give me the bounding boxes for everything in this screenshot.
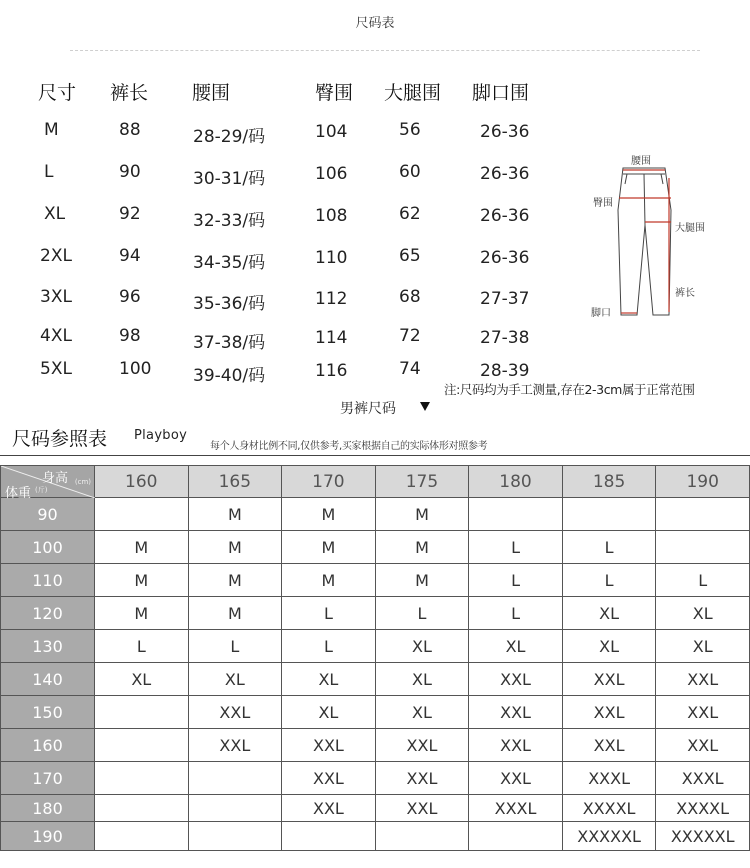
- size-recommendation-cell: [188, 762, 282, 795]
- size-recommendation-cell: XXXL: [562, 762, 656, 795]
- weight-label: 90: [1, 498, 95, 531]
- corner-height-unit: (cm): [74, 478, 91, 486]
- size-table-cell: 72: [399, 326, 421, 346]
- size-recommendation-cell: XXL: [562, 663, 656, 696]
- size-recommendation-cell: M: [375, 498, 469, 531]
- size-table-header: 臀围: [315, 82, 354, 104]
- size-recommendation-cell: L: [95, 630, 189, 663]
- size-recommendation-cell: L: [469, 564, 563, 597]
- size-table-cell: 116: [315, 361, 348, 381]
- size-table-header: 腰围: [192, 82, 231, 104]
- size-recommendation-cell: [282, 822, 376, 851]
- size-recommendation-cell: XXL: [469, 762, 563, 795]
- size-table-header: 尺寸: [38, 82, 77, 104]
- grid-row: [1, 531, 750, 564]
- height-header: 180: [469, 466, 563, 498]
- size-label: 2XL: [40, 246, 72, 266]
- size-recommendation-cell: XXXL: [469, 795, 563, 822]
- size-table-cell: 88: [119, 120, 141, 140]
- size-table-cell: 28-39: [480, 361, 530, 381]
- corner-weight-label: 体重: [5, 486, 32, 501]
- size-table-cell: 112: [315, 289, 348, 309]
- size-recommendation-cell: XXXXXL: [562, 822, 656, 851]
- weight-label: 110: [1, 564, 95, 597]
- size-table-cell: 27-37: [480, 289, 530, 309]
- height-header: 175: [375, 466, 469, 498]
- corner-height-label: 身高: [41, 471, 68, 486]
- reference-title: 尺码参照表: [12, 428, 108, 450]
- size-recommendation-cell: XL: [282, 696, 376, 729]
- size-table-cell: 35-36/码: [193, 294, 266, 314]
- size-recommendation-cell: M: [188, 564, 282, 597]
- grid-row: [1, 663, 750, 696]
- size-table-cell: 62: [399, 204, 421, 224]
- size-recommendation-cell: M: [95, 597, 189, 630]
- size-recommendation-cell: M: [188, 498, 282, 531]
- weight-label: 170: [1, 762, 95, 795]
- size-recommendation-cell: XL: [562, 630, 656, 663]
- size-recommendation-cell: [469, 498, 563, 531]
- size-table-cell: 74: [399, 359, 421, 379]
- section-divider: [0, 455, 750, 456]
- page-title: 尺码表: [355, 16, 395, 31]
- size-recommendation-cell: XL: [95, 663, 189, 696]
- size-reference-grid: [0, 465, 750, 851]
- size-recommendation-cell: [656, 498, 750, 531]
- size-recommendation-cell: XL: [375, 630, 469, 663]
- grid-row: [1, 597, 750, 630]
- size-recommendation-cell: M: [375, 564, 469, 597]
- mens-pants-size-caption: 男裤尺码: [340, 401, 396, 417]
- height-header: 190: [656, 466, 750, 498]
- size-recommendation-cell: L: [562, 531, 656, 564]
- size-recommendation-cell: XL: [375, 696, 469, 729]
- size-recommendation-cell: L: [469, 531, 563, 564]
- weight-label: 120: [1, 597, 95, 630]
- size-recommendation-cell: XXL: [656, 729, 750, 762]
- size-recommendation-cell: XL: [656, 597, 750, 630]
- size-recommendation-cell: XXXXL: [562, 795, 656, 822]
- size-table-cell: 94: [119, 246, 141, 266]
- size-recommendation-cell: M: [375, 531, 469, 564]
- weight-label: 180: [1, 795, 95, 822]
- size-recommendation-cell: XXL: [469, 729, 563, 762]
- weight-label: 190: [1, 822, 95, 851]
- size-recommendation-cell: XL: [188, 663, 282, 696]
- size-recommendation-cell: XXL: [469, 696, 563, 729]
- hip-label: 臀围: [593, 198, 613, 209]
- size-recommendation-cell: M: [95, 531, 189, 564]
- size-recommendation-cell: XXL: [375, 729, 469, 762]
- size-table-header: 大腿围: [384, 82, 442, 104]
- size-recommendation-cell: [95, 795, 189, 822]
- size-recommendation-cell: XXXL: [656, 762, 750, 795]
- size-recommendation-cell: [469, 822, 563, 851]
- size-table-header: 裤长: [110, 82, 149, 104]
- brand-name: Playboy: [134, 428, 188, 443]
- size-table-cell: 100: [119, 359, 152, 379]
- weight-label: 140: [1, 663, 95, 696]
- size-recommendation-cell: L: [282, 630, 376, 663]
- size-label: 5XL: [40, 359, 72, 379]
- size-table-cell: 26-36: [480, 122, 530, 142]
- size-recommendation-cell: XXL: [656, 663, 750, 696]
- size-recommendation-cell: L: [469, 597, 563, 630]
- size-table-cell: 114: [315, 328, 348, 348]
- size-recommendation-cell: XXL: [188, 696, 282, 729]
- size-table-cell: 26-36: [480, 206, 530, 226]
- size-table-cell: 92: [119, 204, 141, 224]
- size-recommendation-cell: XXL: [282, 795, 376, 822]
- grid-corner-cell: [1, 466, 95, 501]
- grid-body: [1, 498, 750, 851]
- size-recommendation-cell: XL: [282, 663, 376, 696]
- size-table-cell: 90: [119, 162, 141, 182]
- grid-row: [1, 498, 750, 531]
- size-table-cell: 65: [399, 246, 421, 266]
- size-label: L: [44, 162, 54, 182]
- size-recommendation-cell: [95, 762, 189, 795]
- size-recommendation-cell: M: [188, 531, 282, 564]
- grid-row: [1, 822, 750, 851]
- size-recommendation-cell: [95, 498, 189, 531]
- size-recommendation-cell: M: [282, 498, 376, 531]
- size-recommendation-cell: XL: [469, 630, 563, 663]
- grid-header-row: [1, 466, 750, 498]
- size-recommendation-cell: XXL: [562, 696, 656, 729]
- size-table-cell: 60: [399, 162, 421, 182]
- size-recommendation-cell: L: [188, 630, 282, 663]
- weight-label: 150: [1, 696, 95, 729]
- height-header: 185: [562, 466, 656, 498]
- size-label: M: [44, 120, 59, 140]
- grid-row: [1, 696, 750, 729]
- length-label: 裤长: [675, 288, 695, 299]
- title-divider: [70, 50, 700, 51]
- size-table-cell: 26-36: [480, 164, 530, 184]
- size-recommendation-cell: M: [188, 597, 282, 630]
- size-table-cell: 96: [119, 287, 141, 307]
- waist-label: 腰围: [631, 156, 651, 167]
- size-recommendation-cell: XXL: [282, 729, 376, 762]
- size-table-cell: 32-33/码: [193, 211, 266, 231]
- size-recommendation-cell: [95, 696, 189, 729]
- size-recommendation-cell: [95, 822, 189, 851]
- size-recommendation-cell: [656, 531, 750, 564]
- height-header: 170: [282, 466, 376, 498]
- corner-weight-unit: (斤): [35, 486, 48, 494]
- size-recommendation-cell: XXL: [188, 729, 282, 762]
- size-table-cell: 37-38/码: [193, 333, 266, 353]
- reference-note: 每个人身材比例不同,仅供参考,买家根据自己的实际体形对照参考: [210, 441, 488, 452]
- size-label: 3XL: [40, 287, 72, 307]
- pants-outline-icon: [585, 150, 715, 320]
- size-recommendation-cell: L: [656, 564, 750, 597]
- size-table-cell: 39-40/码: [193, 366, 266, 386]
- size-recommendation-cell: XL: [656, 630, 750, 663]
- size-recommendation-cell: M: [95, 564, 189, 597]
- grid-row: [1, 564, 750, 597]
- size-recommendation-cell: M: [282, 531, 376, 564]
- down-arrow-icon: [420, 402, 430, 411]
- size-table-cell: 104: [315, 122, 348, 142]
- grid-row: [1, 795, 750, 822]
- size-recommendation-cell: XXXXXL: [656, 822, 750, 851]
- size-label: XL: [44, 204, 66, 224]
- size-table-cell: 30-31/码: [193, 169, 266, 189]
- weight-label: 100: [1, 531, 95, 564]
- size-recommendation-cell: XL: [375, 663, 469, 696]
- size-recommendation-cell: L: [282, 597, 376, 630]
- height-header: 160: [95, 466, 189, 498]
- size-recommendation-cell: [188, 822, 282, 851]
- size-recommendation-cell: XXL: [282, 762, 376, 795]
- grid-row: [1, 729, 750, 762]
- size-table-cell: 56: [399, 120, 421, 140]
- size-recommendation-cell: M: [282, 564, 376, 597]
- size-recommendation-cell: XXXXL: [656, 795, 750, 822]
- size-recommendation-cell: L: [375, 597, 469, 630]
- size-recommendation-cell: XXL: [469, 663, 563, 696]
- size-recommendation-cell: XL: [562, 597, 656, 630]
- size-table-cell: 26-36: [480, 248, 530, 268]
- size-table-cell: 110: [315, 248, 348, 268]
- size-table-cell: 27-38: [480, 328, 530, 348]
- size-recommendation-cell: L: [562, 564, 656, 597]
- size-recommendation-cell: [188, 795, 282, 822]
- grid-row: [1, 762, 750, 795]
- size-table-cell: 68: [399, 287, 421, 307]
- thigh-label: 大腿围: [675, 223, 705, 234]
- size-table-header: 脚口围: [472, 82, 530, 104]
- size-table-cell: 28-29/码: [193, 127, 266, 147]
- grid-row: [1, 630, 750, 663]
- pants-diagram: [585, 150, 715, 320]
- size-table-cell: 98: [119, 326, 141, 346]
- size-label: 4XL: [40, 326, 72, 346]
- size-recommendation-cell: [375, 822, 469, 851]
- size-recommendation-cell: XXL: [656, 696, 750, 729]
- size-recommendation-cell: XXL: [562, 729, 656, 762]
- measurement-note: 注:尺码均为手工测量,存在2-3cm属于正常范围: [444, 382, 695, 397]
- size-recommendation-cell: [95, 729, 189, 762]
- size-table-cell: 106: [315, 164, 348, 184]
- size-recommendation-cell: XXL: [375, 795, 469, 822]
- weight-label: 160: [1, 729, 95, 762]
- height-header: 165: [188, 466, 282, 498]
- size-recommendation-cell: XXL: [375, 762, 469, 795]
- size-table-cell: 34-35/码: [193, 253, 266, 273]
- size-recommendation-cell: [562, 498, 656, 531]
- cuff-label: 脚口: [591, 308, 611, 319]
- weight-label: 130: [1, 630, 95, 663]
- size-table-cell: 108: [315, 206, 348, 226]
